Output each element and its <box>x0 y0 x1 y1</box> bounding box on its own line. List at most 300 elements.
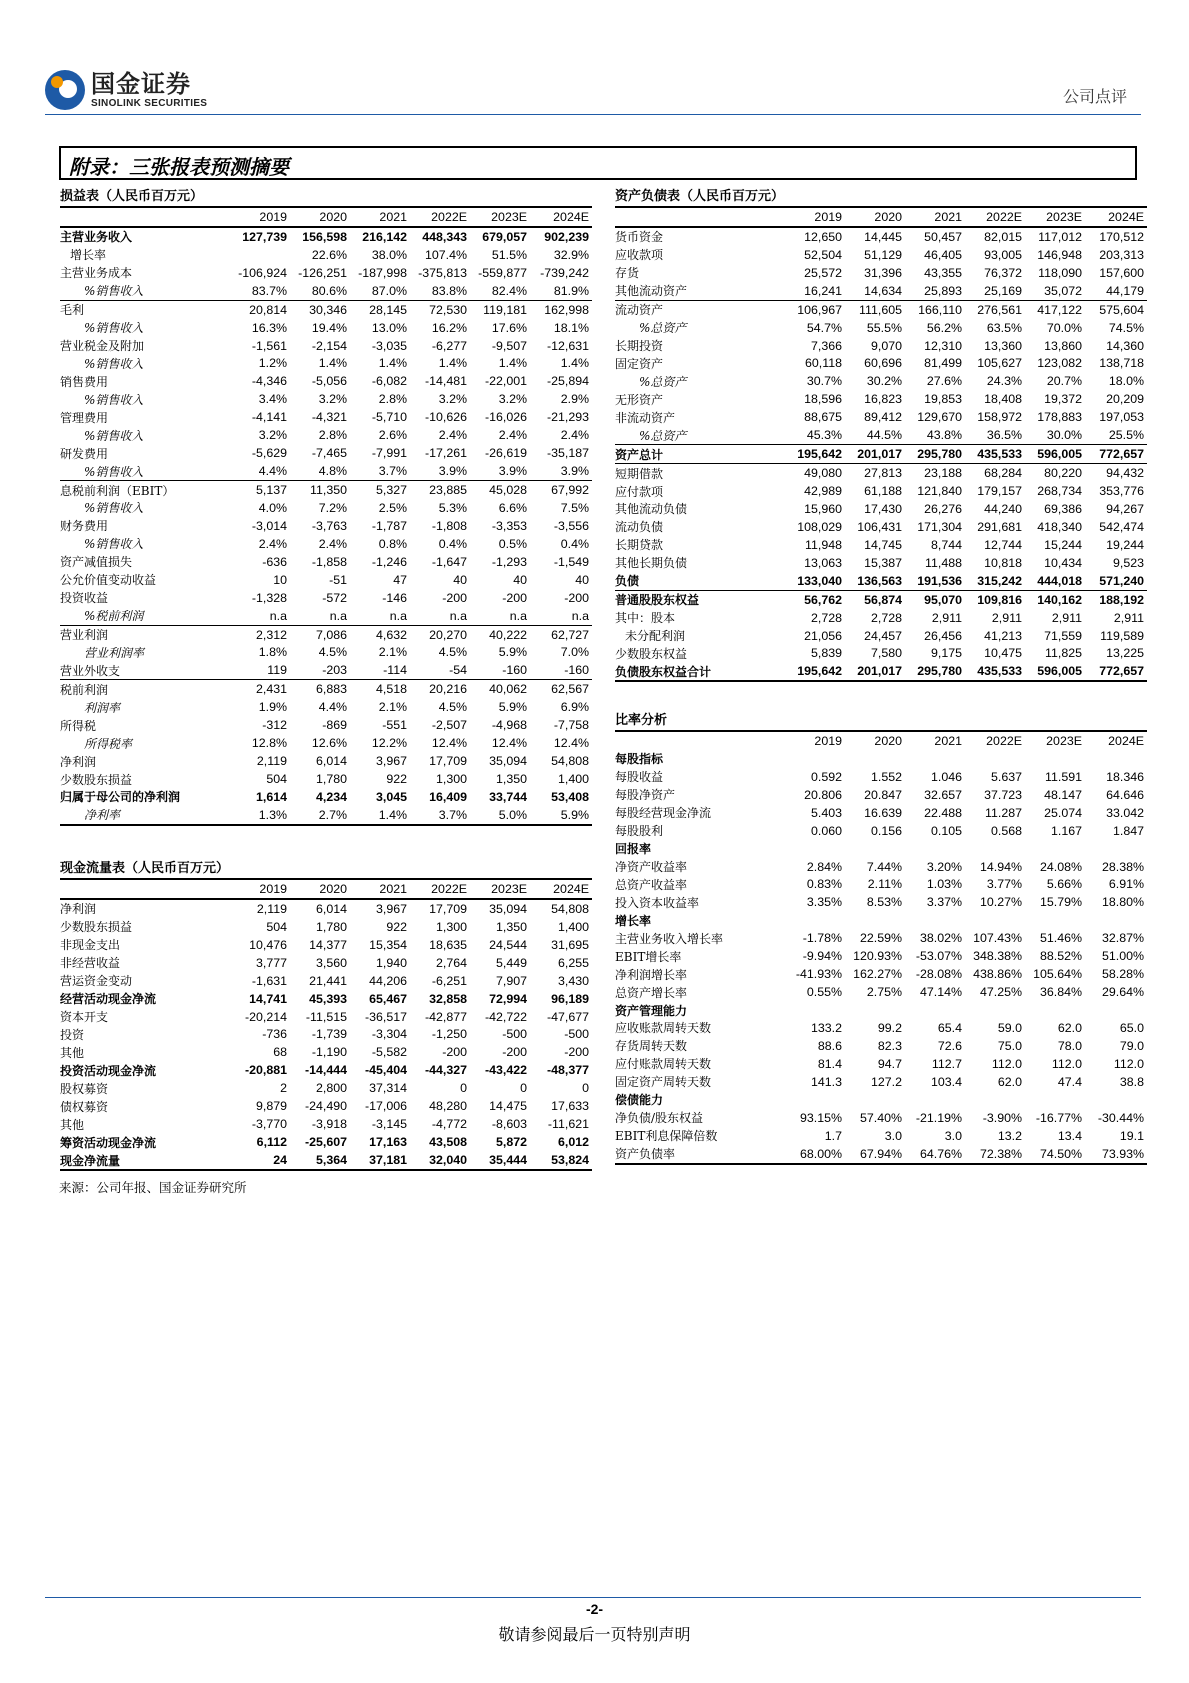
cell-value: 4.4% <box>318 700 347 715</box>
row-label: 投资收益 <box>60 591 109 606</box>
cell-value: 2.8% <box>378 392 407 407</box>
cell-value: 65,467 <box>369 991 407 1006</box>
logo-mark-icon <box>45 70 85 110</box>
row-label: 管理费用 <box>60 410 109 425</box>
cell-value: -12,631 <box>546 338 589 353</box>
cell-value: 62.0 <box>997 1074 1022 1089</box>
row-label: 增长率 <box>70 248 107 263</box>
cell-value: -7,758 <box>553 718 589 733</box>
cell-value: 1,400 <box>557 772 589 787</box>
cell-value: -572 <box>322 590 347 605</box>
row-label: 每股收益 <box>615 770 664 785</box>
cell-value: -1,328 <box>251 590 287 605</box>
cell-value <box>1025 840 1085 858</box>
table-row <box>60 499 592 517</box>
cell-value: 596,005 <box>1025 662 1085 681</box>
row-label: %销售收入 <box>84 284 144 299</box>
cell-value: -200 <box>502 1045 527 1060</box>
cell-value: 16,823 <box>864 392 902 407</box>
cell-value <box>1085 911 1147 929</box>
cell-value: -44,327 <box>424 1063 467 1078</box>
cell-value: -1,190 <box>311 1045 347 1060</box>
cell-value: 14,741 <box>249 991 287 1006</box>
cell-value: 14,377 <box>309 937 347 952</box>
income-statement-title: 损益表（人民币百万元） <box>60 188 592 208</box>
cell-value: -25,607 <box>304 1135 347 1150</box>
cell-value: 140,162 <box>1025 590 1085 608</box>
cell-value: 94,432 <box>1085 464 1147 482</box>
year-header: 2021 <box>379 209 407 224</box>
cell-value: -5,582 <box>371 1045 407 1060</box>
table-row <box>60 246 592 264</box>
cell-value: 3.0 <box>944 1128 962 1143</box>
cell-value: -53.07% <box>915 949 962 964</box>
row-label: 投资活动现金净流 <box>60 1063 157 1078</box>
row-label: 总资产增长率 <box>615 985 688 1000</box>
table-row <box>60 1115 592 1133</box>
cell-value: 157,600 <box>1099 265 1144 280</box>
cell-value: 47.25% <box>979 985 1022 1000</box>
cell-value: 15,960 <box>804 501 842 516</box>
cell-value: 0 <box>520 1081 527 1096</box>
cell-value: 14.94% <box>979 859 1022 874</box>
cell-value: -1,246 <box>371 554 407 569</box>
table-row <box>60 264 592 282</box>
table-row <box>615 1001 1147 1019</box>
table-row <box>60 954 592 972</box>
row-label: 长期投资 <box>615 339 664 354</box>
cell-value: 12,650 <box>783 227 845 246</box>
cell-value: 6,883 <box>290 680 350 698</box>
cell-value: -312 <box>262 718 287 733</box>
cell-value <box>1085 1001 1147 1019</box>
income-statement <box>60 188 592 826</box>
cell-value: 25.5% <box>1108 428 1144 443</box>
cell-value: 30.7% <box>806 374 842 389</box>
row-label: EBIT利息保障倍数 <box>615 1129 718 1144</box>
cell-value: 20,270 <box>410 625 470 643</box>
cell-value: 71,559 <box>1044 628 1082 643</box>
row-label: 投入资本收益率 <box>615 895 700 910</box>
cell-value: 0 <box>582 1081 589 1096</box>
cell-value: 2.75% <box>866 985 902 1000</box>
cell-value: 504 <box>266 919 287 934</box>
cell-value: 0.4% <box>560 536 589 551</box>
cell-value: 2.11% <box>867 877 902 892</box>
cell-value: 81.9% <box>553 283 589 298</box>
year-header: 2024E <box>553 881 589 896</box>
cell-value: -114 <box>383 663 407 678</box>
cell-value: 56,874 <box>845 590 905 608</box>
table-row <box>615 246 1147 264</box>
cell-value: 43,508 <box>429 1135 467 1150</box>
cell-value: 40 <box>453 572 467 587</box>
cell-value: 11,350 <box>290 481 350 499</box>
cell-value: 13,225 <box>1106 646 1144 661</box>
cell-value: 88.52% <box>1039 949 1082 964</box>
cell-value: 51.00% <box>1101 949 1144 964</box>
row-label: 应收款项 <box>615 248 664 263</box>
cell-value: 22.488 <box>924 805 962 820</box>
cell-value: 203,313 <box>1099 247 1144 262</box>
year-header: 2019 <box>814 209 842 224</box>
cell-value: 18.80% <box>1101 895 1144 910</box>
cell-value: 11,825 <box>1045 646 1082 661</box>
cell-value: 54.7% <box>806 320 842 335</box>
table-row <box>60 1151 592 1170</box>
cell-value: 2,911 <box>1051 610 1082 625</box>
cell-value: 141.3 <box>810 1074 842 1089</box>
cell-value: 12.4% <box>431 736 467 751</box>
table-row <box>615 282 1147 300</box>
cell-value: 80.6% <box>311 283 347 298</box>
cell-value: 4.5% <box>438 700 467 715</box>
table-row <box>60 444 592 462</box>
table-row <box>60 788 592 806</box>
table-row <box>60 1079 592 1097</box>
cell-value: 1,350 <box>495 772 527 787</box>
cell-value: -1,561 <box>251 338 287 353</box>
cell-value <box>845 1091 905 1109</box>
cell-value <box>783 911 845 929</box>
cell-value: 2,800 <box>315 1081 347 1096</box>
table-row <box>615 1055 1147 1073</box>
row-label: 研发费用 <box>60 446 109 461</box>
cell-value: 64.646 <box>1106 787 1144 802</box>
cell-value: 3.9% <box>438 464 467 479</box>
cell-value: 7,907 <box>495 973 527 988</box>
cell-value: 5,872 <box>495 1135 527 1150</box>
cell-value: 20,814 <box>228 300 290 318</box>
cell-value: 3.77% <box>986 877 1022 892</box>
row-label: 负债股东权益合计 <box>615 662 783 681</box>
cell-value: -22,001 <box>484 374 527 389</box>
cell-value: 120.93% <box>853 949 902 964</box>
table-row <box>60 680 592 698</box>
cell-value: 291,681 <box>977 519 1022 534</box>
cell-value: 0.4% <box>438 536 467 551</box>
cell-value: 201,017 <box>845 662 905 681</box>
table-row <box>60 972 592 990</box>
cell-value: -200 <box>502 590 527 605</box>
cell-value: 18,635 <box>429 937 467 952</box>
cell-value: 12.4% <box>553 736 589 751</box>
cell-value: 5.66% <box>1046 877 1082 892</box>
cell-value: 6,112 <box>256 1135 287 1150</box>
document-type: 公司点评 <box>1062 87 1127 106</box>
year-header: 2023E <box>491 881 527 896</box>
cell-value: 43,355 <box>924 265 962 280</box>
cell-value: -869 <box>322 718 347 733</box>
row-label: 每股指标 <box>615 752 664 767</box>
year-header: 2020 <box>874 733 902 748</box>
cell-value: 5,839 <box>810 646 842 661</box>
cell-value: 26,456 <box>924 628 962 643</box>
cell-value: 10,434 <box>1044 555 1082 570</box>
cell-value: -20,214 <box>244 1009 287 1024</box>
cell-value: 4.4% <box>258 464 287 479</box>
cell-value: -4,772 <box>431 1117 467 1132</box>
cell-value: 16.2% <box>431 320 467 335</box>
table-row <box>615 1109 1147 1127</box>
cell-value <box>1025 911 1085 929</box>
cell-value: -739,242 <box>540 265 589 280</box>
page-header <box>45 68 1141 114</box>
cell-value: -3,304 <box>371 1027 407 1042</box>
row-label: 负债 <box>615 574 640 589</box>
cell-value: 5.3% <box>438 500 467 515</box>
cell-value: 48.147 <box>1044 787 1082 802</box>
table-row <box>60 1026 592 1044</box>
cell-value: 2,911 <box>991 610 1022 625</box>
cell-value: 73.93% <box>1085 1145 1147 1164</box>
table-row <box>615 1019 1147 1037</box>
cell-value: 81,499 <box>924 356 962 371</box>
cell-value: 19.1 <box>1119 1128 1144 1143</box>
cell-value: 59.0 <box>997 1020 1022 1035</box>
cell-value: 52,504 <box>804 247 842 262</box>
cell-value: 35,094 <box>489 754 527 769</box>
row-label: 所得税 <box>60 718 97 733</box>
cell-value: 2,764 <box>435 955 467 970</box>
cell-value: -3,014 <box>251 518 287 533</box>
cell-value: 62,727 <box>530 625 592 643</box>
cell-value: 107.43% <box>973 931 1022 946</box>
cell-value: 2,119 <box>228 899 290 918</box>
table-row <box>615 464 1147 482</box>
cell-value: 25,572 <box>804 265 842 280</box>
cell-value: 4.8% <box>318 464 347 479</box>
cell-value: 129,670 <box>917 410 962 425</box>
cell-value: 13,860 <box>1044 338 1082 353</box>
table-row <box>615 768 1147 786</box>
cell-value: -4,321 <box>311 410 347 425</box>
cell-value <box>1085 1091 1147 1109</box>
cell-value: 56,762 <box>783 590 845 608</box>
cell-value: 23,188 <box>905 464 965 482</box>
cell-value: 162,998 <box>530 300 592 318</box>
table-row <box>60 517 592 535</box>
cell-value: 54,808 <box>530 899 592 918</box>
table-row <box>60 625 592 643</box>
row-label: 固定资产周转天数 <box>615 1075 712 1090</box>
cell-value: 119,589 <box>1100 628 1144 643</box>
cell-value: 0.568 <box>990 823 1022 838</box>
year-header: 2023E <box>1046 209 1082 224</box>
row-label: 净利率 <box>60 806 228 825</box>
row-label: 营业利润率 <box>84 645 145 660</box>
cell-value: 5,364 <box>290 1151 350 1170</box>
cell-value: 35,444 <box>470 1151 530 1170</box>
cell-value: 4,234 <box>315 789 347 804</box>
cell-value: 118,090 <box>1038 265 1082 280</box>
row-label: 资产减值损失 <box>60 555 133 570</box>
cell-value: 30,346 <box>290 300 350 318</box>
cell-value: -41.93% <box>795 967 842 982</box>
cell-value: -20,881 <box>244 1063 287 1078</box>
cell-value: 2.4% <box>560 428 589 443</box>
row-label: %销售收入 <box>84 537 144 552</box>
cell-value: 1.2% <box>258 356 287 371</box>
row-label: 净利润 <box>60 754 97 769</box>
cell-value: -8,603 <box>491 1117 527 1132</box>
cell-value: -16.77% <box>1035 1110 1082 1125</box>
table-row <box>60 1008 592 1026</box>
cashflow-table <box>60 880 592 1171</box>
cell-value: 5.9% <box>530 806 592 825</box>
cell-value: 15,244 <box>1044 537 1082 552</box>
cell-value: -11,621 <box>547 1117 589 1132</box>
cell-value: 19,372 <box>1044 392 1082 407</box>
cell-value: 36.5% <box>986 428 1022 443</box>
cell-value: 111,605 <box>845 300 905 318</box>
cell-value: -106,924 <box>238 265 287 280</box>
cell-value: -21.19% <box>915 1110 962 1125</box>
cell-value: n.a <box>449 608 467 623</box>
cell-value: 7.5% <box>560 500 589 515</box>
cell-value: 16.3% <box>251 320 287 335</box>
cell-value: 7,366 <box>810 338 842 353</box>
cell-value: 14,360 <box>1106 338 1144 353</box>
cell-value: 2 <box>280 1081 287 1096</box>
cell-value: -51 <box>329 572 347 587</box>
row-label: 总资产收益率 <box>615 877 688 892</box>
cell-value: -42,877 <box>424 1009 467 1024</box>
balance-table <box>615 208 1147 682</box>
cell-value: 25,169 <box>984 283 1022 298</box>
cell-value: 1.4% <box>318 356 347 371</box>
cell-value: -6,082 <box>371 374 407 389</box>
cell-value: 94,267 <box>1106 501 1144 516</box>
cell-value: 10,476 <box>249 937 287 952</box>
row-label: 其他流动负债 <box>615 502 688 517</box>
row-label: 流动负债 <box>615 520 664 535</box>
table-row <box>60 372 592 390</box>
cell-value: 571,240 <box>1099 573 1144 588</box>
row-label: %总资产 <box>639 428 687 443</box>
cell-value: 16,241 <box>804 283 842 298</box>
cell-value: -24,490 <box>304 1099 347 1114</box>
cell-value: -2,507 <box>431 718 467 733</box>
cell-value: 37,314 <box>369 1081 407 1096</box>
cell-value: 5,449 <box>495 955 527 970</box>
cell-value: -375,813 <box>418 265 467 280</box>
cell-value: -5,056 <box>311 374 347 389</box>
cell-value: 74.5% <box>1108 320 1144 335</box>
cell-value: 20.806 <box>804 787 842 802</box>
cell-value: 3.2% <box>438 392 467 407</box>
cell-value: 38.0% <box>371 247 407 262</box>
cell-value: 9,879 <box>255 1099 287 1114</box>
year-header: 2024E <box>1108 733 1144 748</box>
cell-value: 5.403 <box>810 805 842 820</box>
cell-value: 2,911 <box>1113 610 1144 625</box>
footer-disclaimer: 敬请参阅最后一页特别声明 <box>498 1625 691 1644</box>
cell-value: 3.2% <box>498 392 527 407</box>
row-label: 少数股东权益 <box>615 646 688 661</box>
row-label: %总资产 <box>639 374 687 389</box>
year-header: 2022E <box>431 209 467 224</box>
cell-value: 6.6% <box>498 500 527 515</box>
cell-value: -3,353 <box>491 518 527 533</box>
table-row <box>615 662 1147 681</box>
cell-value: 45,393 <box>309 991 347 1006</box>
table-row <box>60 698 592 716</box>
row-label: 应付款项 <box>615 484 664 499</box>
cell-value: 64.76% <box>905 1145 965 1164</box>
cell-value: 13.4 <box>1057 1128 1082 1143</box>
cell-value: -43,422 <box>484 1063 527 1078</box>
cell-value: 37.723 <box>984 787 1022 802</box>
row-label: 净利润 <box>60 899 228 918</box>
table-row <box>615 983 1147 1001</box>
cell-value: 6.91% <box>1108 877 1144 892</box>
year-header: 2020 <box>874 209 902 224</box>
cell-value: 43.8% <box>926 428 962 443</box>
cell-value: -26,619 <box>484 446 527 461</box>
cell-value: 1.7 <box>824 1128 842 1143</box>
cell-value: 48,280 <box>429 1099 467 1114</box>
cell-value: 79.0 <box>1119 1038 1144 1053</box>
cell-value: 119 <box>267 663 287 678</box>
table-row <box>60 355 592 373</box>
table-row <box>615 355 1147 373</box>
balance-sheet-title: 资产负债表（人民币百万元） <box>615 188 1147 208</box>
cell-value: -636 <box>262 554 287 569</box>
row-label: 未分配利润 <box>625 629 686 644</box>
ratio-analysis <box>615 712 1147 1165</box>
cell-value: 30.2% <box>866 374 902 389</box>
table-row <box>60 899 592 918</box>
cell-value <box>845 1001 905 1019</box>
cell-value <box>905 911 965 929</box>
cell-value: 438.86% <box>973 967 1022 982</box>
table-row <box>60 319 592 337</box>
cell-value: -200 <box>442 590 467 605</box>
row-label: 非现金支出 <box>60 938 121 953</box>
cell-value: -3,763 <box>311 518 347 533</box>
table-row <box>60 282 592 300</box>
cell-value: -7,991 <box>371 446 407 461</box>
cell-value: 121,840 <box>917 484 962 499</box>
cell-value: 2.1% <box>378 700 407 715</box>
cell-value: 5,327 <box>350 481 410 499</box>
cell-value: 179,157 <box>977 484 1022 499</box>
logo-chinese-name: 国金证券 <box>91 70 191 98</box>
cell-value: 24,457 <box>864 628 902 643</box>
row-label: 少数股东损益 <box>60 920 133 935</box>
cell-value: -200 <box>442 1045 467 1060</box>
cell-value: 44.5% <box>866 428 902 443</box>
cell-value: 158,972 <box>977 410 1022 425</box>
cell-value: 51.5% <box>491 247 527 262</box>
row-label: %销售收入 <box>84 392 144 407</box>
cell-value: 195,642 <box>783 662 845 681</box>
cell-value: 41,213 <box>984 628 1022 643</box>
cell-value: 1,940 <box>375 955 407 970</box>
cell-value: 2.9% <box>560 392 589 407</box>
year-header: 2022E <box>431 881 467 896</box>
row-label: 营业税金及附加 <box>60 339 145 354</box>
cell-value: 16,409 <box>429 789 467 804</box>
ratio-analysis-title: 比率分析 <box>615 712 1147 732</box>
cell-value: 107.4% <box>424 247 467 262</box>
row-label: %销售收入 <box>84 464 144 479</box>
cell-value: 76,372 <box>984 265 1022 280</box>
table-row <box>60 752 592 770</box>
row-label: 长期贷款 <box>615 538 664 553</box>
table-row <box>615 822 1147 840</box>
